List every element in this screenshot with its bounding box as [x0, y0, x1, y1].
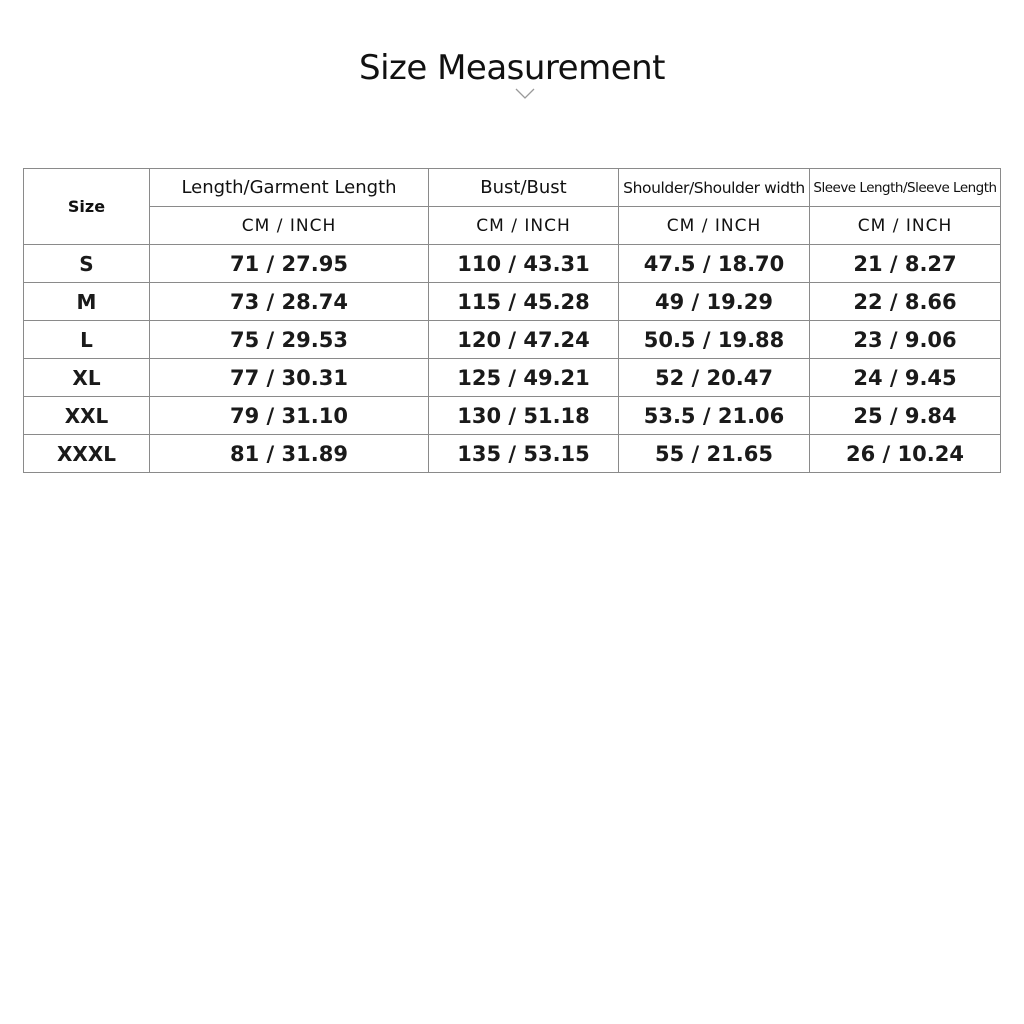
unit-label: CM / INCH [810, 207, 1001, 245]
table-row [24, 435, 1001, 473]
size-cell: M [24, 283, 150, 321]
size-cell: L [24, 321, 150, 359]
size-cell: S [24, 245, 150, 283]
size-cell: XL [24, 359, 150, 397]
shoulder-cell: 50.5 / 19.88 [619, 321, 810, 359]
sleeve-cell: 23 / 9.06 [810, 321, 1001, 359]
length-cell: 75 / 29.53 [150, 321, 429, 359]
size-chart-table [23, 168, 1001, 473]
table-row [24, 359, 1001, 397]
sleeve-column-header: Sleeve Length/Sleeve Length [810, 169, 1001, 207]
length-cell: 79 / 31.10 [150, 397, 429, 435]
sleeve-cell: 24 / 9.45 [810, 359, 1001, 397]
sleeve-cell: 22 / 8.66 [810, 283, 1001, 321]
shoulder-cell: 47.5 / 18.70 [619, 245, 810, 283]
shoulder-cell: 53.5 / 21.06 [619, 397, 810, 435]
bust-column-header: Bust/Bust [429, 169, 619, 207]
bust-cell: 135 / 53.15 [429, 435, 619, 473]
shoulder-column-header: Shoulder/Shoulder width [619, 169, 810, 207]
unit-row [24, 207, 1001, 245]
size-cell: XXXL [24, 435, 150, 473]
table-row [24, 321, 1001, 359]
size-cell: XXL [24, 397, 150, 435]
table-row [24, 397, 1001, 435]
length-cell: 81 / 31.89 [150, 435, 429, 473]
unit-label: CM / INCH [619, 207, 810, 245]
length-cell: 73 / 28.74 [150, 283, 429, 321]
sleeve-cell: 21 / 8.27 [810, 245, 1001, 283]
size-column-header: Size [24, 169, 150, 245]
sleeve-cell: 26 / 10.24 [810, 435, 1001, 473]
sleeve-cell: 25 / 9.84 [810, 397, 1001, 435]
table-row [24, 283, 1001, 321]
page-title: Size Measurement [358, 48, 666, 88]
bust-cell: 115 / 45.28 [429, 283, 619, 321]
shoulder-cell: 55 / 21.65 [619, 435, 810, 473]
header-row [24, 169, 1001, 207]
bust-cell: 130 / 51.18 [429, 397, 619, 435]
length-cell: 77 / 30.31 [150, 359, 429, 397]
unit-label: CM / INCH [150, 207, 429, 245]
shoulder-cell: 49 / 19.29 [619, 283, 810, 321]
unit-label: CM / INCH [429, 207, 619, 245]
shoulder-cell: 52 / 20.47 [619, 359, 810, 397]
chevron-down-icon [515, 88, 535, 100]
bust-cell: 110 / 43.31 [429, 245, 619, 283]
bust-cell: 125 / 49.21 [429, 359, 619, 397]
length-cell: 71 / 27.95 [150, 245, 429, 283]
bust-cell: 120 / 47.24 [429, 321, 619, 359]
table-row [24, 245, 1001, 283]
length-column-header: Length/Garment Length [150, 169, 429, 207]
